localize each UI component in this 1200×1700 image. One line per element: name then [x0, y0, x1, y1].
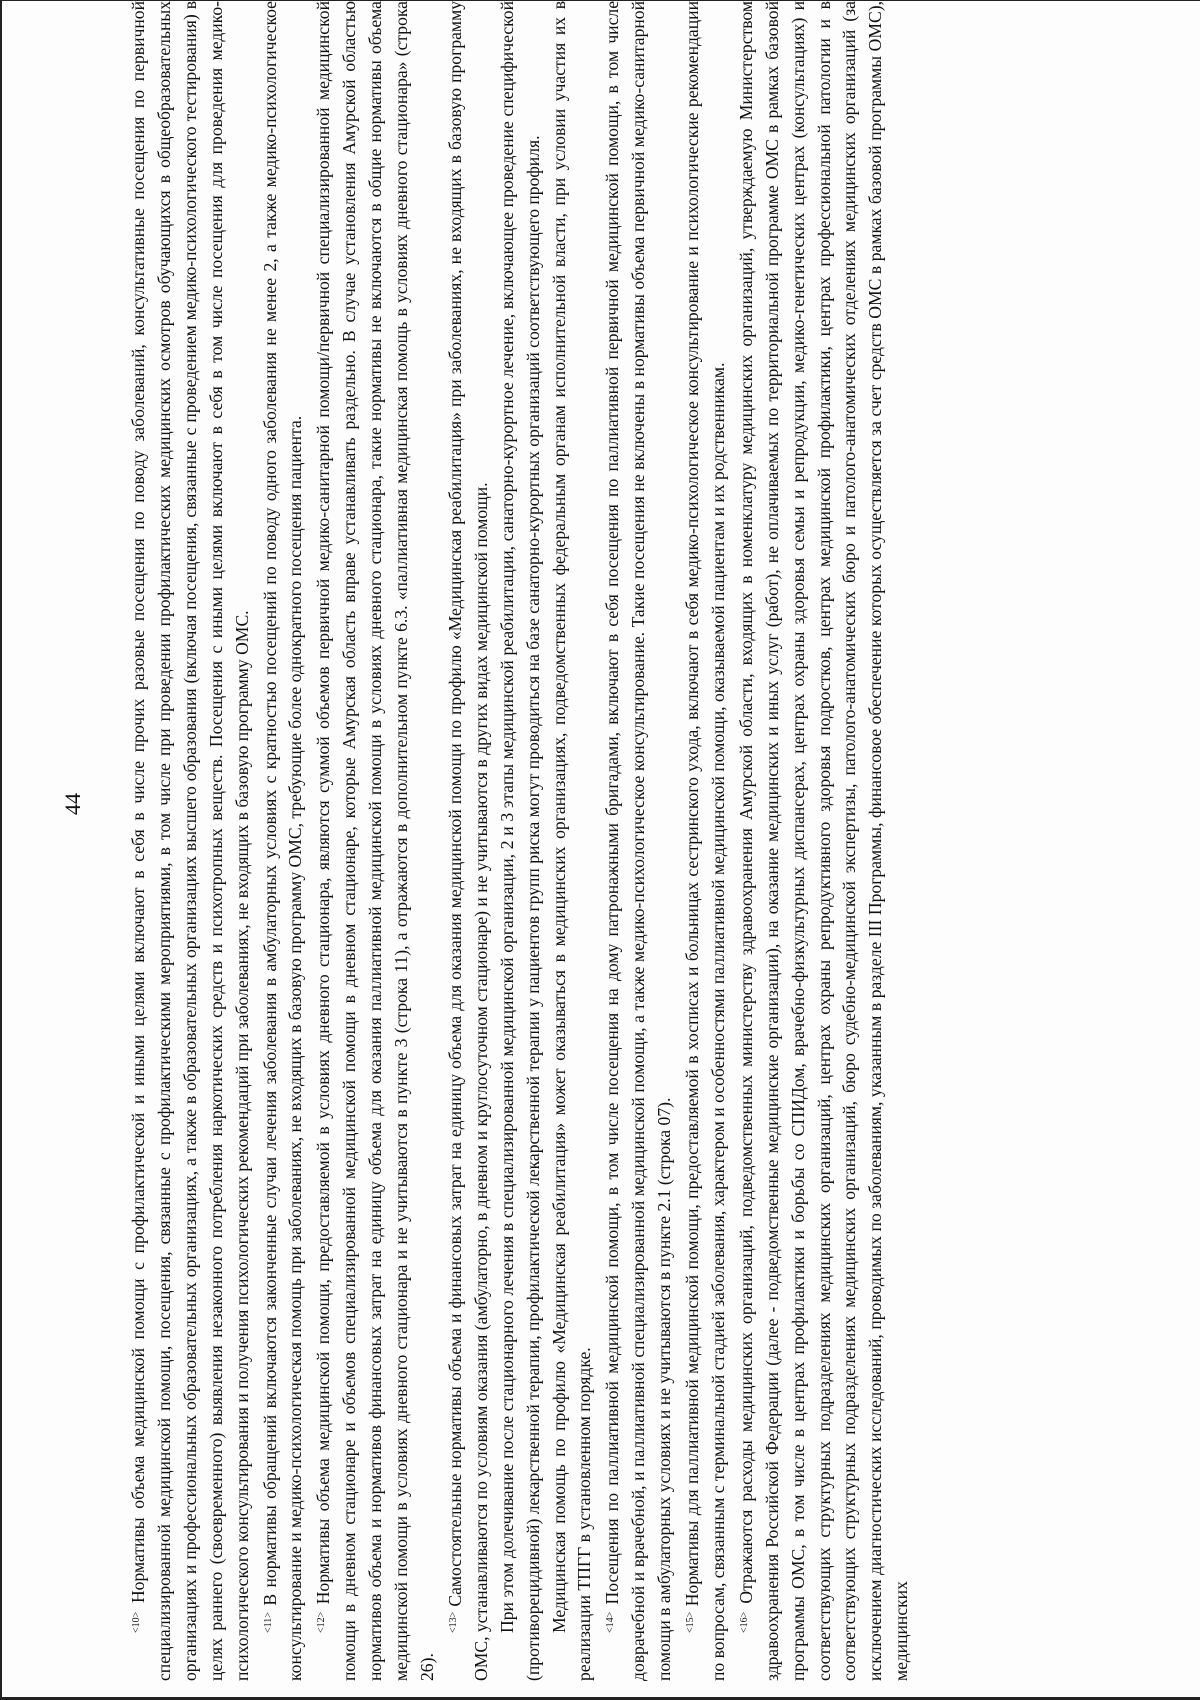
footnote-text: Самостоятельные нормативы объема и финансовых затрат на единицу объема для оказания медицинской помощи по профилю «Медицинская реабилитация» при заболеваниях, не входящих в базовую программу ОМС, устанавливаются по условиям оказания (амбулаторно, в дневном и круглосуточном стационаре) и не учитываются в других видах медицинской помощи. [444, 1, 491, 1681]
footnote-13 [441, 1, 495, 1681]
footnote-11 [256, 1, 310, 1681]
paragraph-rehab-federal [547, 1, 599, 1681]
footnote-12 [309, 1, 441, 1681]
page-number: 44 [60, 793, 85, 815]
footnote-text: Отражаются расходы медицинских организаций, подведомственных министерству здравоохранения Амурской области, входящих в номенклатуру медицинских организаций, утверждаемую Министерством здравоохранения Российской Федерации (далее - подведомственные медицинские организации), на оказание медицинских и иных услуг (работ), не оплачиваемых по территориальной программе ОМС в рамках базовой программы ОМС, в том числе в центрах профилактики и борьбы со СПИДом, врачебно-физкультурных диспансерах, центрах охраны здоровья семьи и репродукции, медико-генетических центрах (консультациях) и соответствующих структурных подразделениях медицинских организаций, центрах охраны репродуктивного здоровья подростков, центрах медицинской профилактики, центрах профессиональной патологии и в соответствующих структурных подразделениях медицинских организаций, бюро судебно-медицинской экспертизы, патолого-анатомических бюро и патолого-анатомических отделениях медицинских организаций (за исключением диагностических исследований, проводимых по заболеваниям, указанным в разделе III Программы, финансовое обеспечение которых осуществляется за счет средств ОМС в рамках базовой программы ОМС), медицинских [735, 1, 912, 1681]
footnote-marker: <12> [316, 1611, 328, 1633]
footnote-text: В нормативы обращений включаются законченные случаи лечения заболевания в амбулаторных условиях с кратностью посещений по поводу одного заболевания не менее 2, а также медико-психологическое консультирование и медико-психологическая помощь при заболеваниях, не входящих в базовую программу ОМС, требующие более однократного посещения пациента. [259, 1, 306, 1681]
footnote-text: Нормативы объема медицинской помощи, предоставляемой в условиях дневного стационара, являются суммой объемов первичной медико-санитарной помощи/первичной специализированной медицинской помощи в дневном стационаре и объемов специализированной медицинской помощи в дневном стационаре, которые Амурская область вправе устанавливать раздельно. В случае установления Амурской областью нормативов объема и нормативов финансовых затрат на единицу объема для оказания паллиативной медицинской помощи в условиях дневного стационара, такие нормативы не включаются в общие нормативы объема медицинской помощи в условиях дневного стационара и не учитываются в пункте 3 (строка 11), а отражаются в дополнительном пункте 6.3. «паллиативная медицинская помощь в условиях дневного стационара» (строка 26). [313, 1, 437, 1681]
footnote-marker: <14> [605, 1611, 617, 1633]
footnote-marker: <13> [447, 1611, 459, 1633]
footnote-10 [124, 1, 256, 1681]
footnote-text: Нормативы объема медицинской помощи с профилактической и иными целями включают в себя в числе прочих разовые посещения по поводу заболеваний, консультативные посещения по первичной специализированной медицинской помощи, посещения, связанные с профилактическими мероприятиями, в том числе при проведении профилактических медицинских осмотров обучающихся в общеобразовательных организациях и профессиональных образовательных организациях, а также в образовательных организациях высшего образования (включая посещения, связанные с проведением медико-психологического тестирования) в целях раннего (своевременного) выявления незаконного потребления наркотических средств и психотропных веществ. Посещения с иными целями включают в себя в том числе посещения для проведения медико-психологического консультирования и получения психологических рекомендаций при заболеваниях, не входящих в базовую программу ОМС. [128, 1, 252, 1681]
footnotes-block [124, 1, 1199, 1681]
paragraph-text: Медицинская помощь по профилю «Медицинская реабилитация» может оказываться в медицинских организациях, подведомственных федеральным органам исполнительной власти, при условии участия их в реализации ТПГГ в установленном порядке. [548, 1, 595, 1681]
footnote-text: Нормативы для паллиативной медицинской помощи, предоставляемой в хосписах и больницах сестринского ухода, включают в себя медико-психологическое консультирование и психологические рекомендации по вопросам, связанным с терминальной стадией заболевания, характером и особенностями паллиативной медицинской помощи, оказываемой пациентам и их родственникам. [682, 1, 728, 1681]
paragraph-text: При этом долечивание после стационарного лечения в специализированной медицинской организации, 2 и 3 этапы медицинской реабилитации, санаторно-курортное лечение, включающее проведение специфической (противорецидивной) лекарственной терапии, профилактической лекарственной терапии у пациентов групп риска могут проводиться на базе санаторно-курортных организаций соответствующего профиля. [496, 1, 543, 1681]
footnote-14 [598, 1, 678, 1681]
paragraph-rehab-aftercare [495, 1, 547, 1681]
footnote-16 [732, 1, 915, 1681]
footnote-15 [678, 1, 732, 1681]
footnote-marker: <15> [685, 1611, 697, 1633]
footnote-text: Посещения по паллиативной медицинской помощи, в том числе посещения на дому патронажными бригадами, включают в себя посещения по паллиативной первичной медицинской помощи, в том числе доврачебной и врачебной, и паллиативной специализированной медицинской помощи, а также медико-психологическое консультирование. Такие посещения не включены в нормативы объема первичной медико-санитарной помощи в амбулаторных условиях и не учитываются в пункте 2.1 (строка 07). [602, 1, 675, 1681]
footnote-marker: <11> [262, 1612, 274, 1633]
footnote-marker: <10> [131, 1611, 142, 1633]
footnote-marker: <16> [738, 1611, 750, 1633]
